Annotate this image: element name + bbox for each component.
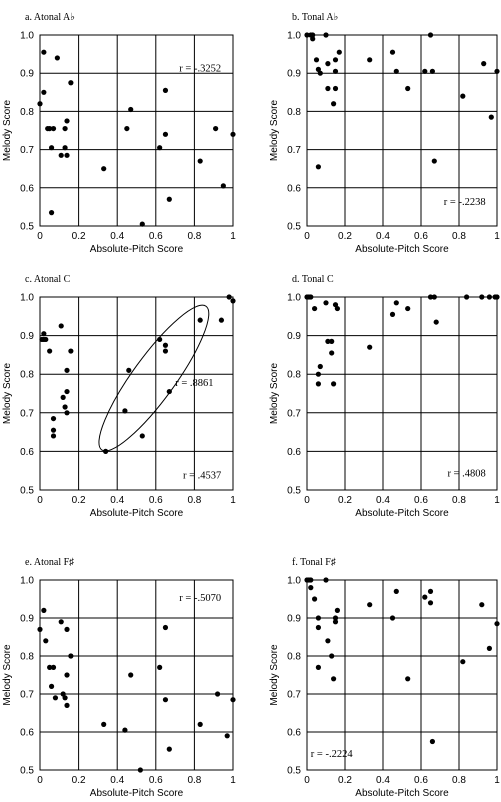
data-point xyxy=(167,747,172,752)
data-point xyxy=(163,348,168,353)
data-point xyxy=(390,50,395,55)
y-axis-title: Melody Score xyxy=(2,644,13,706)
data-point xyxy=(430,739,435,744)
y-axis-title: Melody Score xyxy=(2,99,13,162)
scatter-panel-6 xyxy=(269,557,500,799)
data-point xyxy=(329,653,334,658)
y-axis-title: Melody Score xyxy=(269,99,280,162)
data-point xyxy=(323,300,328,305)
data-point xyxy=(49,684,54,689)
x-tick-label: 0 xyxy=(37,495,43,506)
data-point xyxy=(316,665,321,670)
data-point xyxy=(53,695,58,700)
data-point xyxy=(167,389,172,394)
y-tick-label: 0.9 xyxy=(20,613,34,625)
panel-title: f. Tonal F♯ xyxy=(292,557,336,568)
data-point xyxy=(394,69,399,74)
data-point xyxy=(41,90,46,95)
data-point xyxy=(101,166,106,171)
x-tick-label: 0.2 xyxy=(71,231,86,242)
data-point xyxy=(310,36,315,41)
y-tick-label: 0.9 xyxy=(287,331,301,343)
data-point xyxy=(55,55,60,60)
data-point xyxy=(405,676,410,681)
data-point xyxy=(331,676,336,681)
y-tick-label: 0.6 xyxy=(20,727,34,739)
data-point xyxy=(225,733,230,738)
y-tick-label: 0.5 xyxy=(20,221,34,233)
y-axis-title: Melody Score xyxy=(269,644,280,706)
data-point xyxy=(494,294,499,299)
x-tick-label: 0 xyxy=(304,775,310,786)
x-tick-label: 1 xyxy=(230,775,236,786)
data-point xyxy=(41,50,46,55)
data-point xyxy=(308,294,313,299)
data-point xyxy=(367,345,372,350)
y-tick-label: 0.6 xyxy=(287,727,301,739)
x-tick-label: 0.4 xyxy=(376,775,390,786)
data-point xyxy=(64,389,69,394)
data-point xyxy=(479,602,484,607)
data-point xyxy=(62,145,67,150)
data-point xyxy=(140,221,145,226)
x-tick-label: 0.2 xyxy=(338,231,352,242)
x-tick-label: 1 xyxy=(230,495,236,506)
correlation-label: r = .4537 xyxy=(182,470,222,482)
data-point xyxy=(367,602,372,607)
data-point xyxy=(198,158,203,163)
data-point xyxy=(487,294,492,299)
data-point xyxy=(314,57,319,62)
x-axis-title: Absolute-Pitch Score xyxy=(355,788,449,799)
x-tick-label: 0.8 xyxy=(187,775,202,786)
data-point xyxy=(37,101,42,106)
scatter-panel-5 xyxy=(2,557,236,799)
data-point xyxy=(428,600,433,605)
data-point xyxy=(333,86,338,91)
data-point xyxy=(64,153,69,158)
data-point xyxy=(43,638,48,643)
data-point xyxy=(405,306,410,311)
data-point xyxy=(432,294,437,299)
data-point xyxy=(51,416,56,421)
data-point xyxy=(128,672,133,677)
data-point xyxy=(479,294,484,299)
data-point xyxy=(316,625,321,630)
x-tick-label: 0.8 xyxy=(452,495,466,506)
data-point xyxy=(157,145,162,150)
y-tick-label: 0.9 xyxy=(20,68,34,80)
x-tick-label: 0.8 xyxy=(187,495,202,506)
data-point xyxy=(325,86,330,91)
data-point xyxy=(227,294,232,299)
data-point xyxy=(163,132,168,137)
x-tick-label: 0.4 xyxy=(376,495,390,506)
data-point xyxy=(367,57,372,62)
y-tick-label: 1.0 xyxy=(287,30,301,42)
data-point xyxy=(101,722,106,727)
x-tick-label: 0.4 xyxy=(376,231,390,242)
x-tick-label: 0.2 xyxy=(338,775,352,786)
data-point xyxy=(64,672,69,677)
panel-title: c. Atonal C xyxy=(25,274,71,285)
data-point xyxy=(59,619,64,624)
x-tick-label: 0 xyxy=(37,231,43,242)
data-point xyxy=(460,94,465,99)
data-point xyxy=(335,608,340,613)
data-point xyxy=(494,69,499,74)
data-point xyxy=(128,107,133,112)
data-point xyxy=(157,337,162,342)
correlation-label: r = -.5070 xyxy=(179,593,222,605)
correlation-label: r = -.3252 xyxy=(179,63,222,75)
data-point xyxy=(494,621,499,626)
x-tick-label: 0.6 xyxy=(414,231,428,242)
data-point xyxy=(318,71,323,76)
data-point xyxy=(59,323,64,328)
data-point xyxy=(489,115,494,120)
data-point xyxy=(308,585,313,590)
panel-title: d. Tonal C xyxy=(292,274,334,285)
data-point xyxy=(432,158,437,163)
x-tick-label: 0 xyxy=(37,775,43,786)
data-point xyxy=(333,57,338,62)
data-point xyxy=(138,767,143,772)
scatter-panel-4 xyxy=(269,274,500,519)
data-point xyxy=(325,638,330,643)
x-tick-label: 1 xyxy=(494,775,500,786)
data-point xyxy=(47,348,52,353)
x-tick-label: 0.8 xyxy=(187,231,202,242)
data-point xyxy=(163,625,168,630)
x-tick-label: 1 xyxy=(230,231,236,242)
scatter-panel-3 xyxy=(2,274,236,519)
data-point xyxy=(428,589,433,594)
data-point xyxy=(394,300,399,305)
x-axis-title: Absolute-Pitch Score xyxy=(355,244,449,255)
y-tick-label: 0.9 xyxy=(20,331,34,343)
data-point xyxy=(430,69,435,74)
data-point xyxy=(140,433,145,438)
data-point xyxy=(323,32,328,37)
data-point xyxy=(68,80,73,85)
data-point xyxy=(337,50,342,55)
y-tick-label: 1.0 xyxy=(287,292,301,304)
data-point xyxy=(59,153,64,158)
data-point xyxy=(316,615,321,620)
data-point xyxy=(49,210,54,215)
x-axis-title: Absolute-Pitch Score xyxy=(355,508,449,519)
data-point xyxy=(122,728,127,733)
data-point xyxy=(49,145,54,150)
x-tick-label: 0 xyxy=(304,231,310,242)
data-point xyxy=(333,69,338,74)
x-tick-label: 0.2 xyxy=(338,495,352,506)
y-tick-label: 0.5 xyxy=(287,765,301,777)
x-tick-label: 0.8 xyxy=(452,775,466,786)
scatter-panel-1 xyxy=(2,12,236,255)
y-tick-label: 0.7 xyxy=(287,689,301,701)
x-tick-label: 1 xyxy=(494,231,500,242)
panel-title: a. Atonal A♭ xyxy=(25,12,75,23)
data-point xyxy=(312,596,317,601)
data-point xyxy=(43,337,48,342)
y-tick-label: 0.7 xyxy=(20,145,34,157)
y-axis-title: Melody Score xyxy=(269,362,280,425)
data-point xyxy=(312,306,317,311)
data-point xyxy=(68,348,73,353)
data-point xyxy=(62,695,67,700)
panel-title: b. Tonal A♭ xyxy=(292,12,339,23)
data-point xyxy=(41,331,46,336)
y-tick-label: 0.5 xyxy=(20,765,34,777)
data-point xyxy=(41,608,46,613)
data-point xyxy=(316,164,321,169)
data-point xyxy=(167,197,172,202)
data-point xyxy=(230,697,235,702)
data-point xyxy=(331,101,336,106)
y-tick-label: 0.6 xyxy=(20,183,34,195)
x-tick-label: 0.6 xyxy=(148,775,163,786)
x-tick-label: 0.6 xyxy=(148,231,163,242)
data-point xyxy=(428,32,433,37)
y-tick-label: 0.7 xyxy=(20,408,34,420)
data-point xyxy=(325,61,330,66)
y-tick-label: 0.8 xyxy=(287,106,301,118)
y-tick-label: 1.0 xyxy=(20,575,34,587)
data-point xyxy=(460,659,465,664)
data-point xyxy=(163,343,168,348)
data-point xyxy=(405,86,410,91)
data-point xyxy=(487,646,492,651)
x-tick-label: 1 xyxy=(494,495,500,506)
y-tick-label: 0.8 xyxy=(287,369,301,381)
x-tick-label: 0.2 xyxy=(71,775,86,786)
x-axis-title: Absolute-Pitch Score xyxy=(89,508,184,519)
data-point xyxy=(51,665,56,670)
data-point xyxy=(422,595,427,600)
y-tick-label: 0.7 xyxy=(287,408,301,420)
y-axis-title: Melody Score xyxy=(2,362,13,425)
y-tick-label: 0.8 xyxy=(287,651,301,663)
data-point xyxy=(122,408,127,413)
plot-frame xyxy=(307,297,497,490)
x-tick-label: 0.2 xyxy=(71,495,86,506)
x-tick-label: 0.6 xyxy=(414,775,428,786)
data-point xyxy=(124,126,129,131)
data-point xyxy=(64,627,69,632)
data-point xyxy=(51,433,56,438)
data-point xyxy=(318,364,323,369)
data-point xyxy=(157,665,162,670)
y-tick-label: 1.0 xyxy=(20,292,34,304)
x-tick-label: 0.6 xyxy=(414,495,428,506)
data-point xyxy=(316,381,321,386)
x-tick-label: 0.4 xyxy=(110,231,125,242)
data-point xyxy=(215,691,220,696)
data-point xyxy=(331,381,336,386)
data-point xyxy=(62,126,67,131)
correlation-label: r = .8861 xyxy=(175,377,214,389)
y-tick-label: 0.6 xyxy=(287,446,301,458)
plot-frame xyxy=(40,297,233,490)
data-point xyxy=(103,449,108,454)
data-point xyxy=(37,627,42,632)
y-tick-label: 0.8 xyxy=(20,651,34,663)
data-point xyxy=(394,589,399,594)
correlation-label: r = -.2238 xyxy=(443,197,486,209)
data-point xyxy=(422,69,427,74)
data-point xyxy=(230,132,235,137)
correlation-label: r = -.2224 xyxy=(310,748,353,760)
y-tick-label: 0.9 xyxy=(287,613,301,625)
scatter-panel-2 xyxy=(269,12,500,255)
panel-title: e. Atonal F♯ xyxy=(25,557,75,568)
x-axis-title: Absolute-Pitch Score xyxy=(89,244,184,255)
plot-frame xyxy=(307,580,497,770)
data-point xyxy=(481,61,486,66)
x-tick-label: 0.6 xyxy=(148,495,163,506)
x-axis-title: Absolute-Pitch Score xyxy=(89,788,184,799)
data-point xyxy=(464,294,469,299)
y-tick-label: 0.8 xyxy=(20,369,34,381)
data-point xyxy=(221,183,226,188)
x-tick-label: 0.8 xyxy=(452,231,466,242)
y-tick-label: 0.5 xyxy=(287,485,301,497)
data-point xyxy=(198,722,203,727)
correlation-label: r = .4808 xyxy=(447,468,486,480)
y-tick-label: 1.0 xyxy=(20,30,34,42)
data-point xyxy=(51,428,56,433)
y-tick-label: 0.6 xyxy=(287,183,301,195)
x-tick-label: 0 xyxy=(304,495,310,506)
y-tick-label: 0.5 xyxy=(20,485,34,497)
data-point xyxy=(64,118,69,123)
data-point xyxy=(51,126,56,131)
x-tick-label: 0.4 xyxy=(110,495,125,506)
data-point xyxy=(390,615,395,620)
data-point xyxy=(333,615,338,620)
data-point xyxy=(308,577,313,582)
data-point xyxy=(335,306,340,311)
data-point xyxy=(163,697,168,702)
data-point xyxy=(323,577,328,582)
data-point xyxy=(434,319,439,324)
x-tick-label: 0.4 xyxy=(110,775,125,786)
y-tick-label: 1.0 xyxy=(287,575,301,587)
data-point xyxy=(213,126,218,131)
y-tick-label: 0.7 xyxy=(287,145,301,157)
data-point xyxy=(198,318,203,323)
data-point xyxy=(64,703,69,708)
data-point xyxy=(219,318,224,323)
y-tick-label: 0.6 xyxy=(20,446,34,458)
data-point xyxy=(390,312,395,317)
data-point xyxy=(64,410,69,415)
data-point xyxy=(64,368,69,373)
data-point xyxy=(316,372,321,377)
y-tick-label: 0.7 xyxy=(20,689,34,701)
data-point xyxy=(230,298,235,303)
data-point xyxy=(329,339,334,344)
y-tick-label: 0.5 xyxy=(287,221,301,233)
y-tick-label: 0.8 xyxy=(20,106,34,118)
data-point xyxy=(68,653,73,658)
data-point xyxy=(329,350,334,355)
data-point xyxy=(163,88,168,93)
data-point xyxy=(126,368,131,373)
data-point xyxy=(62,404,67,409)
data-point xyxy=(61,395,66,400)
y-tick-label: 0.9 xyxy=(287,68,301,80)
